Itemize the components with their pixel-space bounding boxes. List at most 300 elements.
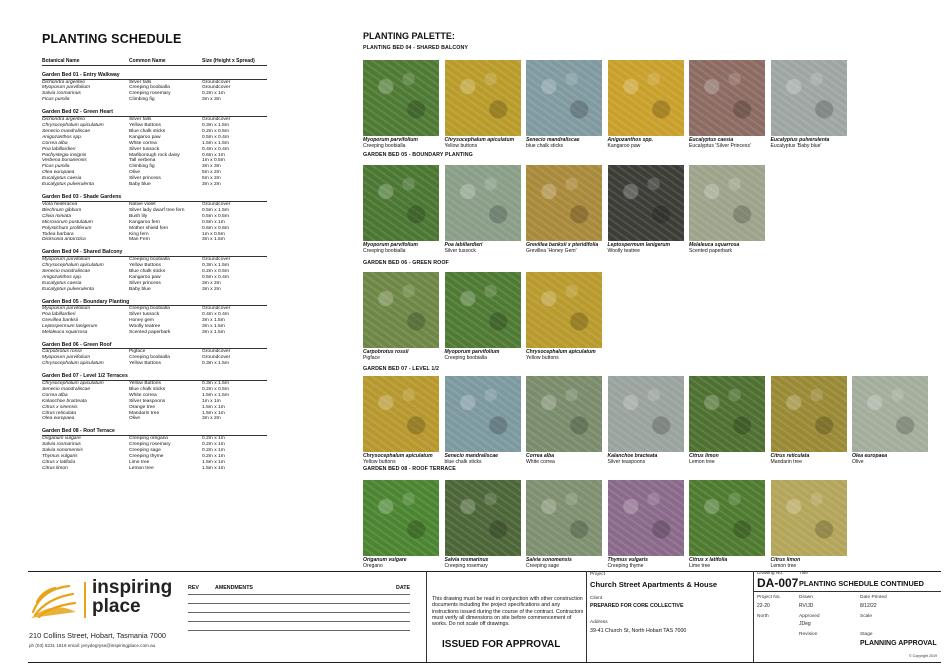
amendment-rule — [188, 630, 410, 631]
botanical-name: Salvia sonomensis — [42, 447, 83, 453]
common-name: Lemon tree — [129, 465, 154, 471]
palette-section-label: GARDEN BED 05 - BOUNDARY PLANTING — [363, 152, 473, 158]
plant-size: 3m x 2m — [202, 182, 221, 188]
plant-botanical-name: Chrysocephalum apiculatum — [444, 137, 515, 143]
plant-size: 0.3m x 1.5m — [202, 361, 229, 367]
plant-card — [445, 480, 521, 569]
plant-common-name: Lime tree — [689, 563, 711, 569]
common-name: Silver falls — [129, 116, 152, 122]
plant-photo — [608, 376, 684, 452]
plant-size: Groundcover — [202, 116, 231, 122]
botanical-name: Senecio mandraliscae — [42, 268, 91, 274]
botanical-name: Citrus limon — [42, 465, 68, 471]
plant-common-name: Creeping thyme — [607, 563, 644, 569]
botanical-name: Chrysocephalum apiculatum — [42, 262, 104, 268]
plant-card — [445, 165, 521, 254]
plant-size: 5m x 2m — [202, 170, 221, 176]
issued-status: ISSUED FOR APPROVAL — [442, 639, 561, 650]
common-name: Creeping rosemary — [129, 441, 171, 447]
botanical-name: Olea europaea — [42, 416, 75, 422]
plant-size: 0.3m x 1.5m — [202, 380, 229, 386]
plant-card — [445, 376, 521, 465]
plant-size: 0.2m x 1m — [202, 447, 225, 453]
plant-size: 3m x 2m — [202, 416, 221, 422]
plant-card — [608, 165, 684, 254]
plant-photo — [445, 165, 521, 241]
schedule-group — [42, 109, 267, 188]
botanical-name: Correa alba — [42, 392, 68, 398]
plant-card — [526, 272, 602, 361]
schedule-group-title: Garden Bed 08 - Roof Terrace — [42, 428, 267, 436]
common-name: Creeping boobialla — [129, 355, 170, 361]
divider — [586, 571, 587, 663]
planting-schedule — [42, 32, 267, 472]
plant-common-name: blue chalk sticks — [526, 143, 564, 149]
scale-label: Scale — [860, 614, 872, 619]
plant-common-name: Grevillea 'Honey Gem' — [526, 248, 577, 254]
plant-size: 1.5m x 1m — [202, 459, 225, 465]
plant-botanical-name: Citrus reticulata — [770, 453, 810, 459]
plant-size: 3m x 1.5m — [202, 318, 225, 324]
schedule-row — [42, 287, 267, 293]
date-label: DATE — [396, 585, 411, 591]
plant-card — [771, 480, 847, 569]
common-name: Silver princess — [129, 176, 161, 182]
plant-photo — [608, 480, 684, 556]
plant-size: 0.2m x 1m — [202, 441, 225, 447]
plant-size: 1m x 0.5m — [202, 231, 225, 237]
drawing-number: DA-007 — [757, 576, 799, 590]
botanical-name: Citrus reticulata — [42, 410, 76, 416]
plant-botanical-name: Senecio mandraliscae — [444, 453, 499, 459]
schedule-title: PLANTING SCHEDULE — [42, 32, 182, 46]
botanical-name: Thymus vulgaris — [42, 453, 78, 459]
amendment-rule — [188, 603, 410, 604]
plant-size: 0.4m x 0.4m — [202, 312, 229, 318]
schedule-group-title: Garden Bed 04 - Shared Balcony — [42, 249, 267, 257]
plant-size: 0.6m x 0.6m — [202, 225, 229, 231]
stage-value: PLANNING APPROVAL — [860, 640, 937, 647]
plant-card — [363, 480, 439, 569]
schedule-group — [42, 428, 267, 471]
botanical-name: Ficus pumila — [42, 164, 70, 170]
botanical-name: Grevillea banksii — [42, 318, 78, 324]
plant-card — [526, 60, 602, 149]
project-no: 22-20 — [757, 603, 770, 609]
plant-card — [526, 165, 602, 254]
botanical-name: Viola hederacea — [42, 201, 78, 207]
botanical-name: Carpobrotus rossii — [42, 349, 82, 355]
botanical-name: Verbena bonariensis — [42, 158, 87, 164]
amendment-rule — [188, 612, 410, 613]
plant-photo — [445, 272, 521, 348]
rev-label: REV — [188, 585, 199, 591]
plant-photo — [445, 376, 521, 452]
schedule-row — [42, 97, 267, 103]
plant-size: Groundcover — [202, 85, 231, 91]
plant-photo — [363, 60, 439, 136]
palette-section-label: GARDEN BED 07 - LEVEL 1/2 — [363, 366, 439, 372]
brand-divider — [84, 582, 86, 618]
botanical-name: Pachystegia insignis — [42, 152, 87, 158]
common-name: Blue chalk sticks — [129, 386, 166, 392]
plant-photo — [363, 272, 439, 348]
plant-size: 3m x 1.5m — [202, 324, 225, 329]
common-name: Kangaroo paw — [129, 274, 161, 280]
plant-size: 0.4m x 0.4m — [202, 146, 229, 152]
common-name: Kangaroo fern — [129, 219, 160, 225]
plant-botanical-name: Olea europaea — [852, 453, 888, 459]
plant-common-name: Yellow buttons — [526, 355, 559, 361]
common-name: Pigface — [129, 349, 146, 355]
plant-card — [526, 376, 602, 465]
plant-botanical-name: Kalanchoe bracteata — [607, 453, 658, 459]
common-name: Creeping sage — [129, 447, 161, 453]
title-label: Title — [799, 571, 808, 576]
common-name: Baby blue — [129, 286, 151, 292]
plant-common-name: Creeping boobialla — [363, 248, 406, 254]
plant-photo — [771, 60, 847, 136]
common-name: Yellow Buttons — [129, 380, 161, 386]
botanical-name: Citrus x sinensis — [42, 404, 78, 410]
plant-common-name: Oregano — [363, 563, 383, 569]
plant-card — [689, 376, 765, 465]
schedule-group — [42, 342, 267, 367]
plant-card — [608, 480, 684, 569]
plant-size: 3m x 3m — [202, 97, 221, 103]
plant-common-name: Mandarin tree — [770, 459, 802, 465]
botanical-name: Senecio mandraliscae — [42, 128, 91, 134]
common-name: Scented paperbark — [129, 329, 171, 335]
botanical-name: Microsorum pustulatum — [42, 219, 93, 225]
site-address: 39-41 Church St, North Hobart TAS 7000 — [590, 628, 687, 634]
common-name: White correa — [129, 392, 157, 398]
schedule-group-title: Garden Bed 03 - Shade Gardens — [42, 194, 267, 202]
plant-size: 3m x 3m — [202, 164, 221, 170]
plant-photo — [363, 480, 439, 556]
plant-botanical-name: Eucalyptus pulverulenta — [770, 137, 830, 143]
plant-size: Groundcover — [202, 355, 231, 361]
amendment-rule — [188, 621, 410, 622]
plant-size: 1.5m x 1m — [202, 410, 225, 416]
schedule-group-title: Garden Bed 07 - Level 1/2 Terraces — [42, 373, 267, 381]
botanical-name: Chrysocephalum apiculatum — [42, 122, 104, 128]
plant-botanical-name: Citrus limon — [770, 557, 801, 563]
plant-common-name: Eucalyptus 'Baby blue' — [770, 143, 822, 149]
approved-by: JDeg — [799, 621, 811, 627]
plant-botanical-name: Myoporum parvifolium — [363, 137, 418, 143]
botanical-name: Citrus x latifolia — [42, 459, 76, 465]
schedule-group — [42, 373, 267, 422]
palette-section-label: GARDEN BED 08 - ROOF TERRACE — [363, 466, 456, 472]
botanical-name: Eucalyptus caesia — [42, 176, 82, 182]
plant-size: 0.2m x 0.5m — [202, 386, 229, 392]
plant-photo — [526, 480, 602, 556]
plant-common-name: Creeping boobialla — [444, 355, 487, 361]
plant-botanical-name: Chrysocephalum apiculatum — [526, 349, 596, 355]
project-name: Church Street Apartments & House — [590, 580, 718, 589]
schedule-row — [42, 416, 267, 422]
plant-card — [445, 272, 521, 361]
common-name: Creeping oregano — [129, 435, 169, 441]
botanical-name: Ficus pumila — [42, 97, 70, 103]
botanical-name: Poa labillardieri — [42, 312, 76, 318]
common-name: Woolly teatree — [129, 324, 161, 329]
schedule-groups — [42, 72, 267, 472]
common-name: Blue chalk sticks — [129, 268, 166, 274]
plant-size: 1.5m x 1.5m — [202, 392, 229, 398]
palette-section-label: GARDEN BED 06 - GREEN ROOF — [363, 260, 449, 266]
plant-size: 0.3m x 1.5m — [202, 262, 229, 268]
common-name: Creeping thyme — [129, 453, 164, 459]
common-name: Silver lady dwarf tree fern — [129, 207, 185, 213]
plant-card — [608, 60, 684, 149]
schedule-group-title: Garden Bed 05 - Boundary Planting — [42, 299, 267, 307]
plant-card — [689, 165, 765, 254]
palette-section-label: PLANTING BED 04 - SHARED BALCONY — [363, 45, 469, 51]
amendment-rule — [188, 594, 410, 595]
project-no-label: Project No. — [757, 595, 781, 600]
botanical-name: Todea barbara — [42, 231, 74, 237]
schedule-row — [42, 182, 267, 188]
common-name: Yellow Buttons — [129, 262, 161, 268]
brand-line-2: place — [92, 596, 141, 617]
botanical-name: Salvia rosmarinus — [42, 441, 81, 447]
schedule-header-row — [42, 58, 267, 66]
botanical-name: Dicksonia antarctica — [42, 237, 86, 243]
north-label: North — [757, 614, 769, 619]
plant-botanical-name: Thymus vulgaris — [607, 557, 648, 563]
plant-card — [363, 376, 439, 465]
plant-botanical-name: Leptospermum lanigerum — [607, 242, 671, 248]
common-name: Tall verbena — [129, 158, 156, 164]
plant-botanical-name: Salvia sonomensis — [526, 557, 572, 563]
schedule-group-title: Garden Bed 01 - Entry Walkway — [42, 72, 267, 80]
plant-botanical-name: Melaleuca squarrosa — [689, 242, 740, 248]
schedule-row — [42, 237, 267, 243]
plant-common-name: Olive — [852, 459, 864, 465]
common-name: Mandarin tree — [129, 410, 160, 416]
common-name: Lime tree — [129, 459, 150, 465]
common-name: Creeping boobialla — [129, 85, 170, 91]
plant-photo — [608, 60, 684, 136]
plant-common-name: Creeping sage — [526, 563, 560, 569]
plant-card — [689, 60, 765, 149]
botanical-name: Eucalyptus pulverulenta — [42, 286, 94, 292]
plant-size: 0.2m x 0.5m — [202, 128, 229, 134]
botanical-name: Chrysocephalum apiculatum — [42, 380, 104, 386]
plant-size: 0.3m x 1.5m — [202, 122, 229, 128]
plant-size: Groundcover — [202, 201, 231, 207]
plant-card — [689, 480, 765, 569]
plant-size: 1m x 1m — [202, 398, 221, 404]
plant-size: 1.5m x 1.5m — [202, 140, 229, 146]
date-printed-label: Date Printed — [860, 595, 887, 600]
common-name: Yellow Buttons — [129, 361, 161, 367]
botanical-name: Polystichum proliferum — [42, 225, 92, 231]
common-name: Yellow Buttons — [129, 122, 161, 128]
plant-common-name: Pigface — [363, 355, 380, 361]
header-size: Size (Height x Spread) — [202, 58, 255, 64]
plant-size: 0.5m x 0.4m — [202, 274, 229, 280]
botanical-name: Anigozanthos spp. — [42, 274, 83, 280]
plant-card — [363, 272, 439, 361]
plant-size: 3m x 2m — [202, 280, 221, 286]
plant-common-name: Yellow buttons — [444, 143, 478, 149]
botanical-name: Senecio mandraliscae — [42, 386, 91, 392]
plant-photo — [689, 480, 765, 556]
plant-card — [363, 60, 439, 149]
plant-size: 0.5m x 1.5m — [202, 207, 229, 213]
plant-botanical-name: Myoporum parvifolium — [444, 349, 500, 355]
titleblock-rule — [754, 591, 941, 592]
plant-common-name: Woolly teatree — [607, 248, 640, 254]
plant-size: 5m x 2m — [202, 176, 221, 182]
plant-botanical-name: Anigozanthos spp. — [607, 137, 654, 143]
date-printed: 8/12/22 — [860, 603, 877, 609]
common-name: Creeping boobialla — [129, 256, 170, 262]
plant-common-name: Silver teaspoons — [607, 459, 646, 465]
plant-size: 1.5m x 1m — [202, 404, 225, 410]
plant-photo — [689, 60, 765, 136]
botanical-name: Kalanchoe bracteata — [42, 398, 87, 404]
address-label: Address — [590, 620, 608, 625]
drawing-title: PLANTING SCHEDULE CONTINUED — [799, 579, 924, 588]
plant-size: 3m x 1.5m — [202, 329, 225, 335]
revision-label: Revision — [799, 632, 818, 637]
company-address: 210 Collins Street, Hobart, Tasmania 7000 — [29, 631, 166, 640]
plant-common-name: Eucalyptus 'Silver Princess' — [689, 143, 751, 149]
plant-size: 0.5m x 1m — [202, 219, 225, 225]
common-name: Marlborough rock daisy — [129, 152, 180, 158]
botanical-name: Correa alba — [42, 140, 68, 146]
inspiring-place-logo-icon — [29, 582, 77, 620]
schedule-group — [42, 194, 267, 243]
header-botanical: Botanical Name — [42, 58, 80, 64]
schedule-row — [42, 330, 267, 336]
titleblock-bottom-rule — [28, 662, 941, 663]
plant-botanical-name: Myoporum parvifolium — [363, 242, 418, 248]
common-name: Silver falls — [129, 79, 152, 85]
plant-size: 1m x 0.5m — [202, 158, 225, 164]
plant-common-name: Silver tussock — [444, 248, 476, 254]
botanical-name: Olea europaea — [42, 170, 75, 176]
plant-botanical-name: Salvia rosmarinus — [444, 557, 489, 563]
common-name: Silver princess — [129, 280, 161, 286]
common-name: Silver teaspoons — [129, 398, 166, 404]
plant-common-name: Creeping rosemary — [444, 563, 488, 569]
botanical-name: Chrysocephalum apiculatum — [42, 361, 104, 367]
brand-name — [92, 578, 172, 616]
drawn-by: RV/JD — [799, 603, 814, 609]
botanical-name: Eucalyptus pulverulenta — [42, 182, 94, 188]
plant-common-name: Scented paperbark — [689, 248, 733, 254]
plant-photo — [526, 60, 602, 136]
botanical-name: Myoporum parvifolium — [42, 306, 91, 312]
project-label: Project — [590, 572, 605, 577]
common-name: Bush lily — [129, 213, 148, 219]
common-name: King fern — [129, 231, 149, 237]
common-name: Kangaroo paw — [129, 134, 161, 140]
schedule-group — [42, 249, 267, 292]
common-name: Olive — [129, 416, 141, 422]
plant-card — [852, 376, 928, 465]
plant-photo — [771, 376, 847, 452]
plant-common-name: blue chalk sticks — [444, 459, 482, 465]
botanical-name: Clivia miniata — [42, 213, 72, 219]
brand-line-1: inspiring — [92, 577, 173, 598]
plant-card — [771, 60, 847, 149]
plant-size: 0.6m x 1m — [202, 152, 225, 158]
botanical-name: Salvia rosmarinus — [42, 91, 81, 97]
common-name: Creeping rosemary — [129, 91, 171, 97]
drawing-note: This drawing must be read in conjunction with other construction documents including the project specifications and any instructions issued during the course of the contract. Contractors must verify all dimensions on site before commencement of works. Do not scale off drawings. — [432, 596, 584, 628]
schedule-group — [42, 72, 267, 103]
botanical-name: Dichondra argenteo — [42, 79, 85, 85]
plant-size: 3m x 2m — [202, 286, 221, 292]
common-name: Honey gem — [129, 318, 155, 324]
plant-size: Groundcover — [202, 79, 231, 85]
plant-common-name: Lemon tree — [689, 459, 715, 465]
plant-botanical-name: Citrus x latifolia — [689, 557, 728, 563]
schedule-row — [42, 466, 267, 472]
plant-common-name: Creeping boobialla — [363, 143, 406, 149]
plant-photo — [526, 376, 602, 452]
drawing-no-label: Drawing No. — [757, 571, 784, 576]
plant-size: 0.2m x 1m — [202, 435, 225, 441]
common-name: Baby blue — [129, 182, 151, 188]
botanical-name: Myoporum parvifolium — [42, 85, 91, 91]
plant-botanical-name: Senecio mandraliscae — [526, 137, 580, 143]
plant-botanical-name: Origanum vulgare — [363, 557, 407, 563]
common-name: Silver tussock — [129, 146, 160, 152]
plant-size: 0.2m x 0.5m — [202, 268, 229, 274]
stage-label: Stage — [860, 632, 873, 637]
plant-common-name: Yellow buttons — [363, 459, 396, 465]
drawn-label: Drawn — [799, 595, 813, 600]
common-name: Climbing fig — [129, 97, 155, 103]
plant-size: 1.5m x 1m — [202, 465, 225, 471]
common-name: Native violet — [129, 201, 156, 207]
plant-photo — [526, 165, 602, 241]
palette-title: PLANTING PALETTE: — [363, 31, 455, 41]
common-name: Silver tussock — [129, 312, 160, 318]
plant-photo — [363, 376, 439, 452]
schedule-row — [42, 361, 267, 367]
plant-size: 0.2m x 1m — [202, 91, 225, 97]
plant-common-name: White correa — [526, 459, 555, 465]
client-name: PREPARED FOR CORE COLLECTIVE — [590, 603, 684, 609]
plant-card — [526, 480, 602, 569]
plant-photo — [363, 165, 439, 241]
plant-size: Groundcover — [202, 349, 231, 355]
plant-common-name: Lemon tree — [770, 563, 797, 569]
header-common: Common Name — [129, 58, 166, 64]
plant-card — [363, 165, 439, 254]
plant-botanical-name: Chrysocephalum apiculatum — [363, 453, 433, 459]
common-name: White correa — [129, 140, 157, 146]
common-name: Creeping boobialla — [129, 306, 170, 312]
botanical-name: Blechnum gibbum — [42, 207, 82, 213]
botanical-name: Eucalyptus caesia — [42, 280, 82, 286]
plant-size: 0.5m x 0.5m — [202, 213, 229, 219]
common-name: Olive — [129, 170, 141, 176]
common-name: Man Fern — [129, 237, 150, 243]
plant-botanical-name: Eucalyptus caesia — [689, 137, 734, 143]
plant-size: 3m x 1.5m — [202, 237, 225, 243]
plant-photo — [852, 376, 928, 452]
botanical-name: Melaleuca squarrosa — [42, 329, 88, 335]
